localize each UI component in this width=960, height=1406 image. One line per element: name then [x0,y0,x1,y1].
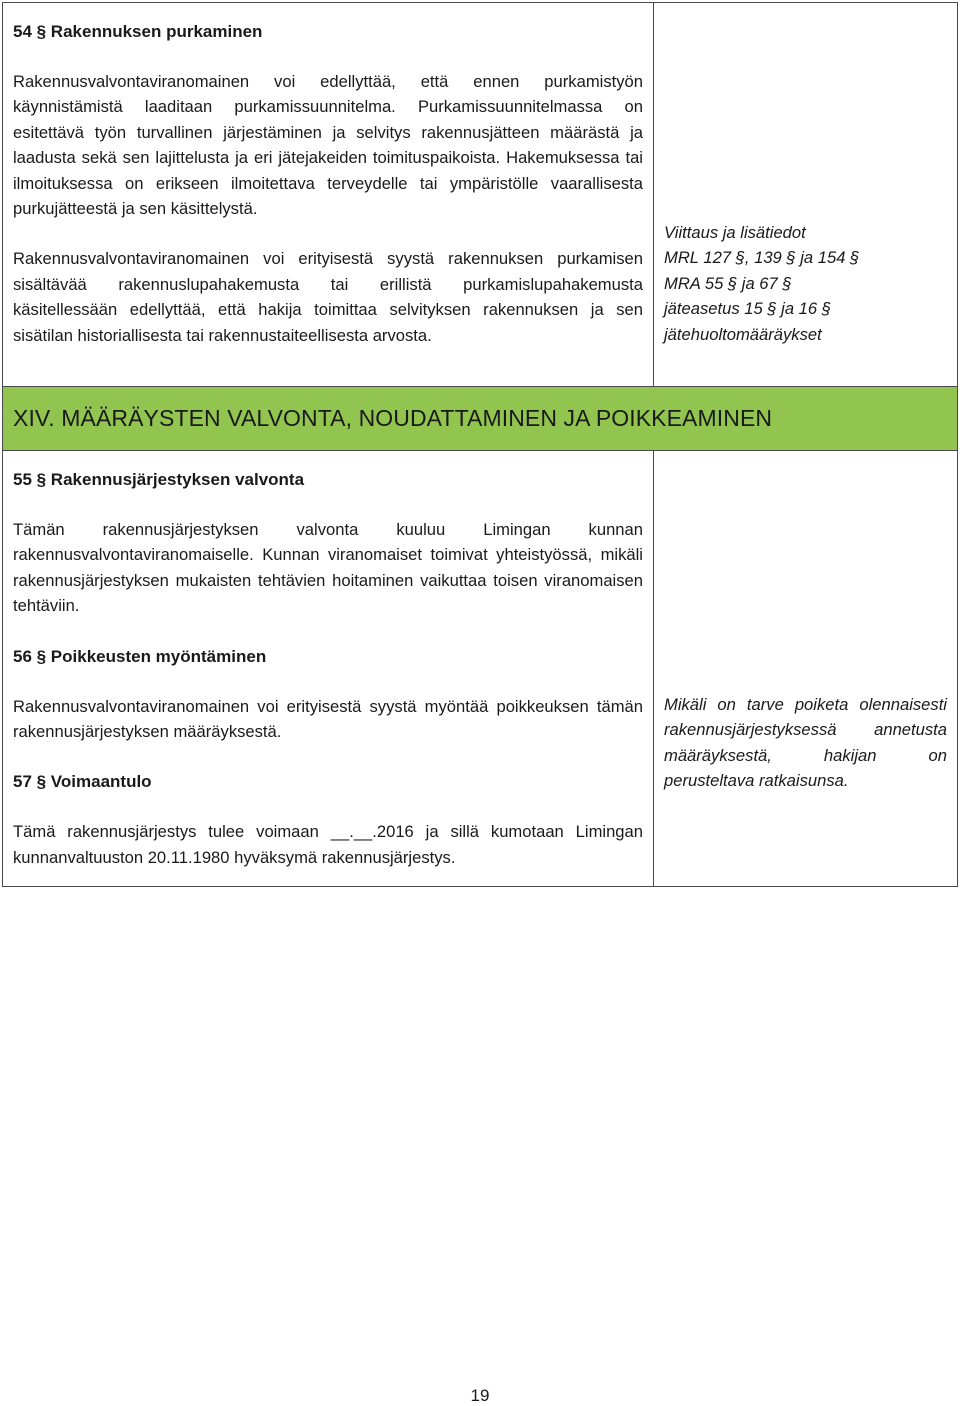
reference-mra: MRA 55 § ja 67 § [664,273,792,293]
section-56-title: 56 § Poikkeusten myöntäminen [13,646,267,666]
section-57-title: 57 § Voimaantulo [13,772,152,792]
chapter-title: XIV. MÄÄRÄYSTEN VALVONTA, NOUDATTAMINEN JA POIKKEAMINEN [13,405,773,431]
section-55-paragraph: Tämän rakennusjärjestyksen valvonta kuuluu Limingan kunnan rakennusvalvontaviranomaiselle. Kunnan viranomaiset toimivat yhteistyössä, mikäli rakennusjärjestyksen mukaisten tehtävien hoitaminen vaikuttaa toisen viranomaisen tehtäviin. [13,520,643,616]
reference-jatehuolto: jätehuoltomääräykset [664,324,822,344]
section-54-paragraph-1: Rakennusvalvontaviranomainen voi edellyttää, että ennen purkamistyön käynnistämistä laaditaan purkamissuunnitelma. Purkamissuunnitelmassa on esitettävä työn turvallinen järjestäminen ja selvitys rakennusjätteen määrästä ja laadusta sekä sen lajittelusta ja eri jätejakeiden toimituspaikoista. Hakemuksessa tai ilmoituksessa on erikseen ilmoitettava terveydelle tai ympäristölle vaarallisesta purkujätteestä ja sen käsittelystä. [13,72,643,219]
reference-mrl: MRL 127 §, 139 § ja 154 § [664,248,860,268]
section-54-body [3,3,654,386]
sections-55-57-body [3,451,654,886]
page-number: 19 [470,1386,490,1405]
sections-55-57-notes [654,451,957,886]
sections-55-57-row [2,451,958,887]
section-56-paragraph: Rakennusvalvontaviranomainen voi erityisestä syystä myöntää poikkeuksen tämän rakennusjärjestyksen määräyksestä. [13,696,643,742]
section-54-row [2,2,958,387]
references-heading: Viittaus ja lisätiedot [664,223,806,242]
chapter-row [2,387,958,451]
reference-jateasetus: jäteasetus 15 § ja 16 § [664,299,831,319]
section-56-note: Mikäli on tarve poiketa olennaisesti rakennusjärjestyksessä annetusta määräyksestä, hakijan on perusteltava ratkaisunsa. [664,695,947,791]
section-54-references [654,3,957,386]
document-table [2,2,958,887]
section-55-title: 55 § Rakennusjärjestyksen valvonta [13,470,305,489]
section-57-paragraph: Tämä rakennusjärjestys tulee voimaan __.__.2016 ja sillä kumotaan Limingan kunnanvaltuuston 20.11.1980 hyväksymä rakennusjärjestys. [13,822,643,867]
section-54-paragraph-2: Rakennusvalvontaviranomainen voi erityisestä syystä rakennuksen purkamisen sisältävää rakennuslupahakemusta tai erillistä purkamislupahakemusta käsitellessään edellyttää, että hakija toimittaa selvityksen rakennuksen ja sen sisätilan historiallisesta tai rakennustaiteellisesta arvosta. [13,249,643,345]
section-54-title: 54 § Rakennuksen purkaminen [13,22,263,41]
chapter-band [3,387,957,451]
